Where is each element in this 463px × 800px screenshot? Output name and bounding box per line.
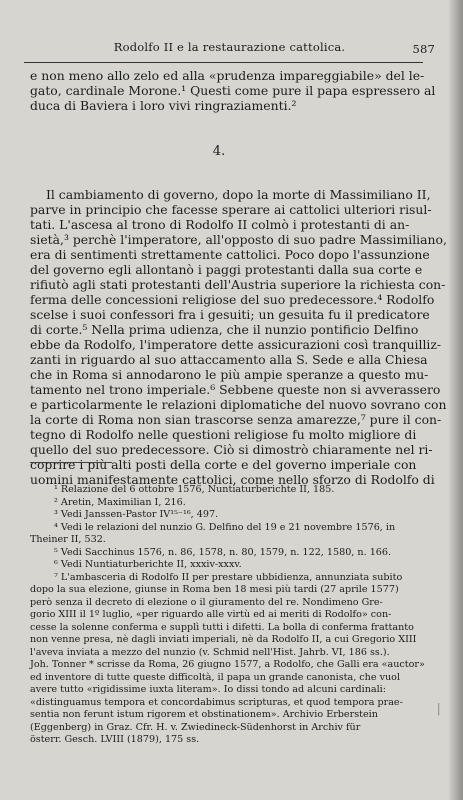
text-line: gato, cardinale Morone.¹ Questi come pure il papa espressero al	[30, 83, 436, 98]
section-paragraph	[30, 187, 447, 487]
footnotes	[30, 484, 425, 747]
footnote: ² Aretin, Maximilian I, 216.	[54, 496, 186, 508]
footnote-continuation: österr. Gesch. LVIII (1879), 175 ss.	[30, 734, 200, 745]
text-line: zanti in riguardo al suo attaccamento alla S. Sede e alla Chiesa	[30, 352, 428, 367]
intro-paragraph	[30, 68, 436, 113]
text-line: era di sentimenti strettamente cattolici. Poco dopo l'assunzione	[30, 247, 430, 262]
text-line: e particolarmente le relazioni diplomatiche del nuovo sovrano con	[30, 397, 447, 412]
text-line: uomini manifestamente cattolici, come nello sforzo di Rodolfo di	[30, 472, 435, 487]
footnote-continuation: (Eggenberg) in Graz. Cfr. H. v. Zwiedineck-Südenhorst in Archiv für	[30, 721, 361, 733]
text-line: tegno di Rodolfo nelle questioni religiose fu molto migliore di	[30, 427, 417, 442]
footnote-continuation: l'aveva inviata a mezzo del nunzio (v. Schmid nell'Hist. Jahrb. VI, 186 ss.).	[30, 646, 390, 658]
text-line: e non meno allo zelo ed alla «prudenza impareggiabile» del le-	[30, 68, 425, 83]
text-line: sietà,³ perchè l'imperatore, all'opposto di suo padre Massimiliano,	[30, 232, 447, 247]
margin-mark: ᛁ	[434, 702, 443, 718]
text-line: tati. L'ascesa al trono di Rodolfo II colmò i protestanti di an-	[30, 217, 410, 232]
footnote-continuation: sentia non ferunt istum rigorem et obstinationem». Archivio Erberstein	[30, 709, 378, 720]
footnote-continuation: «distinguamus tempora et concordabimus scripturas, et quod tempora prae-	[30, 696, 403, 708]
text-line: del governo egli allontanò i paggi protestanti dalla sua corte e	[30, 262, 423, 277]
text-line: parve in principio che facesse sperare ai cattolici ulteriori risul-	[30, 202, 432, 217]
text-line: che in Roma si annodarono le più ampie speranze a questo mu-	[30, 367, 429, 382]
footnote-continuation: Joh. Tonner * scrisse da Roma, 26 giugno 1577, a Rodolfo, che Galli era «auctor»	[30, 659, 425, 670]
footnote: ⁵ Vedi Sacchinus 1576, n. 86, 1578, n. 80, 1579, n. 122, 1580, n. 166.	[54, 546, 392, 558]
page-number: 587	[412, 42, 435, 56]
text-line: scelse i suoi confessori fra i gesuiti; un gesuita fu il predicatore	[30, 307, 430, 322]
header-rule	[24, 62, 423, 63]
footnote: ⁷ L'ambasceria di Rodolfo II per prestare ubbidienza, annunziata subito	[54, 571, 403, 583]
text-line: tamento nel trono imperiale.⁶ Sebbene queste non si avverassero	[30, 382, 441, 397]
footnote-continuation: Theiner II, 532.	[30, 534, 106, 545]
main-text	[30, 68, 447, 487]
text-line: ferma delle concessioni religiose del suo predecessore.⁴ Rodolfo	[30, 292, 435, 307]
text-line: coprire i più alti posti della corte e del governo imperiale con	[30, 457, 417, 472]
text-line: duca di Baviera i loro vivi ringraziamenti.²	[30, 98, 297, 113]
text-line: rifiutò agli stati protestanti dell'Austria superiore la richiesta con-	[30, 277, 446, 292]
footnote: ³ Vedi Janssen-Pastor IV¹⁵⁻¹⁶, 497.	[54, 509, 219, 520]
text-line: la corte di Roma non sian trascorse senza amarezze,⁷ pure il con-	[30, 412, 442, 427]
footnote-continuation: dopo la sua elezione, giunse in Roma ben 18 mesi più tardi (27 aprile 1577)	[30, 584, 399, 595]
running-title: Rodolfo II e la restaurazione cattolica.	[113, 40, 346, 54]
section-number: 4.	[212, 144, 226, 159]
text-line: di corte.⁵ Nella prima udienza, che il nunzio pontificio Delfino	[30, 322, 419, 337]
footnote-continuation: ed inventore di tutte queste difficoltà, il papa un grande canonista, che vuol	[30, 671, 401, 683]
footnote-rule	[30, 462, 112, 463]
text-line: Il cambiamento di governo, dopo la morte di Massimiliano II,	[46, 187, 431, 202]
footnote-continuation: avere tutto «rigidissime iuxta literam». Io dissi tondo ad alcuni cardinali:	[30, 684, 386, 695]
footnote-continuation: non venne presa, nè dagli inviati imperiali, nè da Rodolfo II, a cui Gregorio XIII	[30, 634, 417, 645]
running-header	[24, 38, 435, 58]
footnote-continuation: gorio XIII il 1º luglio, «per riguardo alle virtù ed ai meriti di Rodolfo» con-	[30, 609, 392, 620]
footnote-continuation: però senza il decreto di elezione o il giuramento del re. Nondimeno Gre-	[30, 596, 383, 608]
page-edge-shadow	[449, 0, 463, 800]
footnote: ¹ Relazione del 6 ottobre 1576, Nuntiaturberichte II, 185.	[54, 484, 335, 495]
footnote-continuation: cesse la solenne conferma e supplì tutti i difetti. La bolla di conferma frattanto	[30, 621, 414, 633]
text-line: quello del suo predecessore. Ciò si dimostrò chiaramente nel ri-	[30, 442, 433, 457]
footnote: ⁴ Vedi le relazioni del nunzio G. Delfino del 19 e 21 novembre 1576, in	[54, 521, 396, 533]
footnote: ⁶ Vedi Nuntiaturberichte II, xxxiv-xxxv.	[54, 559, 242, 570]
text-line: ebbe da Rodolfo, l'imperatore dette assicurazioni così tranquilliz-	[30, 337, 442, 352]
